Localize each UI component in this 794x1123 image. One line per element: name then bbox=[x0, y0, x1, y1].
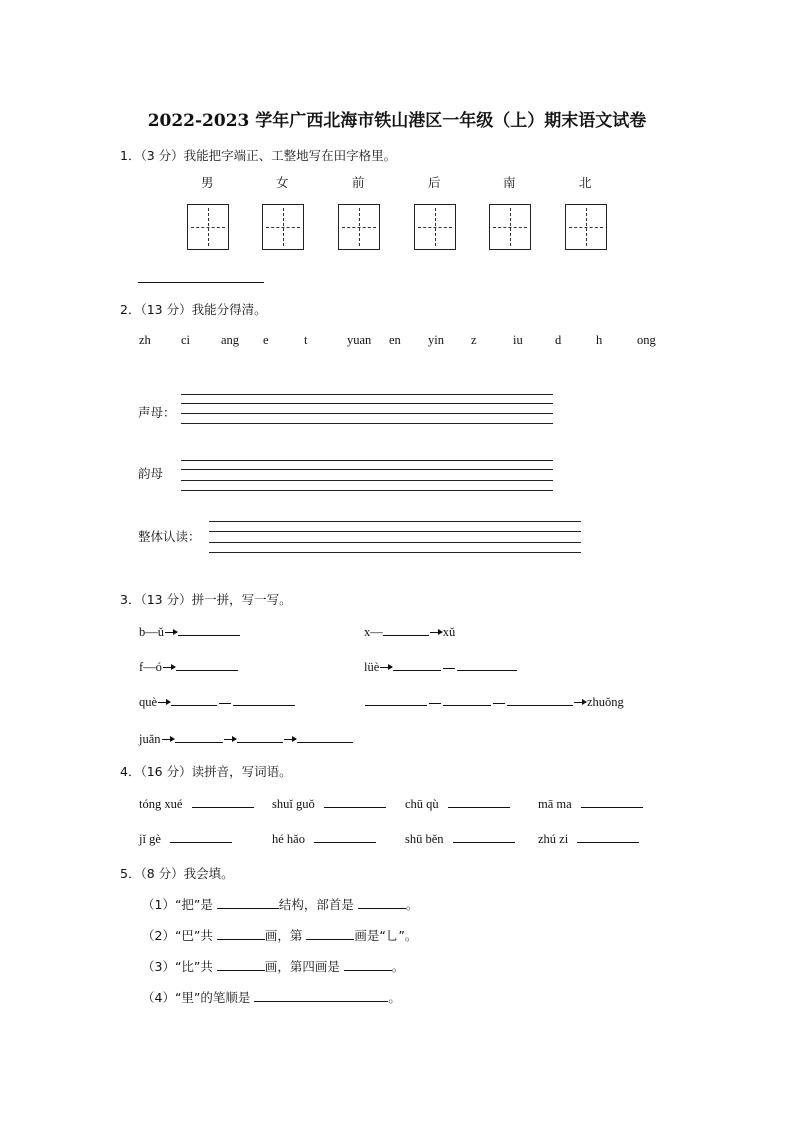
pinyin-text: shuǐ guǒ bbox=[272, 797, 315, 811]
tianzige-box[interactable] bbox=[338, 204, 380, 250]
q4-item bbox=[405, 795, 510, 812]
answer-blank[interactable] bbox=[383, 623, 429, 636]
answer-blank[interactable] bbox=[581, 795, 643, 808]
answer-blank[interactable] bbox=[233, 693, 295, 706]
dash-mark bbox=[443, 668, 455, 669]
q1-char-3: 前 bbox=[352, 175, 365, 190]
q5-line-3 bbox=[142, 957, 404, 975]
answer-blank[interactable] bbox=[306, 927, 354, 940]
q5-text: （4）“里”的笔顺是 bbox=[142, 990, 251, 1005]
pinyin-text: chū qù bbox=[405, 797, 439, 811]
answer-blank[interactable] bbox=[176, 658, 238, 671]
writing-line[interactable] bbox=[181, 460, 553, 461]
pinyin-text: hé hǎo bbox=[272, 832, 305, 846]
dash-mark bbox=[429, 703, 441, 704]
pinyin-item-zhuang bbox=[365, 693, 624, 710]
answer-blank[interactable] bbox=[457, 658, 517, 671]
pinyin-text: què bbox=[139, 695, 158, 709]
syllable: yuan bbox=[347, 333, 372, 347]
syllable: yin bbox=[428, 333, 444, 347]
pinyin-text: tóng xué bbox=[139, 797, 183, 811]
answer-blank[interactable] bbox=[297, 730, 353, 743]
answer-blank[interactable] bbox=[254, 989, 388, 1002]
q4-item bbox=[405, 830, 515, 847]
answer-blank[interactable] bbox=[217, 958, 265, 971]
arrow-icon bbox=[284, 739, 296, 741]
q5-text: （2）“巴”共 bbox=[142, 928, 213, 943]
answer-line[interactable] bbox=[138, 282, 264, 283]
answer-blank[interactable] bbox=[314, 830, 376, 843]
q4-item bbox=[139, 830, 232, 847]
pinyin-text: b—ǔ bbox=[139, 625, 164, 639]
tianzige-box[interactable] bbox=[187, 204, 229, 250]
writing-line[interactable] bbox=[209, 531, 581, 532]
pinyin-text: mā ma bbox=[538, 797, 572, 811]
pinyin-text: f—ó bbox=[139, 660, 162, 674]
writing-line[interactable] bbox=[181, 490, 553, 491]
syllable: ong bbox=[637, 333, 656, 347]
dash-mark bbox=[493, 703, 505, 704]
yunmu-label: 韵母 bbox=[138, 466, 164, 481]
answer-blank[interactable] bbox=[443, 693, 491, 706]
q5-text: 。 bbox=[388, 990, 401, 1005]
q4-item bbox=[538, 795, 643, 812]
syllable: ang bbox=[221, 333, 240, 347]
q4-item bbox=[538, 830, 639, 847]
pinyin-item-juan bbox=[139, 730, 353, 747]
q1-char-2: 女 bbox=[276, 175, 289, 190]
writing-line[interactable] bbox=[209, 542, 581, 543]
arrow-icon bbox=[380, 667, 392, 669]
answer-blank[interactable] bbox=[217, 927, 265, 940]
pinyin-item-que bbox=[139, 693, 295, 710]
q5-text: 画是“乚”。 bbox=[354, 928, 418, 943]
arrow-icon bbox=[574, 702, 586, 704]
answer-blank[interactable] bbox=[448, 795, 510, 808]
pinyin-text: zhuǒng bbox=[587, 695, 624, 709]
answer-blank[interactable] bbox=[365, 693, 427, 706]
q1-char-4: 后 bbox=[428, 175, 441, 190]
pinyin-text: lüè bbox=[364, 660, 380, 674]
q5-text: （1）“把”是 bbox=[142, 897, 213, 912]
answer-blank[interactable] bbox=[577, 830, 639, 843]
pinyin-text: jǐ gè bbox=[139, 832, 161, 846]
q5-text: （3）“比”共 bbox=[142, 959, 213, 974]
syllable: e bbox=[263, 333, 269, 347]
shengmu-label: 声母： bbox=[138, 405, 176, 420]
arrow-icon bbox=[162, 739, 174, 741]
pinyin-text: x— bbox=[364, 625, 383, 639]
q5-text: 结构，部首是 bbox=[278, 897, 354, 912]
syllable: d bbox=[555, 333, 562, 347]
q5-line-1 bbox=[142, 895, 418, 913]
syllable: en bbox=[389, 333, 401, 347]
writing-line[interactable] bbox=[181, 403, 553, 404]
q5-text: 。 bbox=[391, 959, 405, 974]
arrow-icon bbox=[158, 702, 170, 704]
pinyin-text: xǔ bbox=[442, 625, 456, 639]
q5-line-2 bbox=[142, 926, 417, 944]
pinyin-text: shū běn bbox=[405, 832, 444, 846]
tianzige-box[interactable] bbox=[414, 204, 456, 250]
answer-blank[interactable] bbox=[175, 730, 223, 743]
pinyin-item-lue bbox=[364, 658, 517, 675]
q5-text: 画，第 bbox=[264, 928, 303, 943]
answer-blank[interactable] bbox=[393, 658, 441, 671]
q4-item bbox=[272, 795, 386, 812]
answer-blank[interactable] bbox=[358, 896, 406, 909]
answer-blank[interactable] bbox=[237, 730, 283, 743]
syllable: zh bbox=[139, 333, 151, 347]
answer-blank[interactable] bbox=[192, 795, 254, 808]
q1-char-5: 南 bbox=[503, 175, 516, 190]
syllable: h bbox=[596, 333, 603, 347]
zhengti-label: 整体认读： bbox=[138, 529, 201, 544]
q4-item bbox=[272, 830, 376, 847]
arrow-icon bbox=[224, 739, 236, 741]
q5-text: 。 bbox=[405, 897, 419, 912]
tianzige-box[interactable] bbox=[489, 204, 531, 250]
answer-blank[interactable] bbox=[170, 830, 232, 843]
pinyin-text: juǎn bbox=[139, 732, 161, 746]
pinyin-text: zhú zi bbox=[538, 832, 569, 846]
pinyin-item-fo bbox=[139, 658, 238, 675]
writing-line[interactable] bbox=[181, 413, 553, 414]
pinyin-item-bu bbox=[139, 623, 240, 640]
question-2-text: 2．（13 分）我能分得清。 bbox=[120, 302, 267, 317]
writing-line[interactable] bbox=[209, 521, 581, 522]
answer-blank[interactable] bbox=[324, 795, 386, 808]
q1-char-6: 北 bbox=[579, 175, 592, 190]
q4-item bbox=[139, 795, 254, 812]
page-title: 2022-2023 学年广西北海市铁山港区一年级（上）期末语文试卷 bbox=[147, 111, 647, 131]
answer-blank[interactable] bbox=[453, 830, 515, 843]
arrow-icon bbox=[430, 632, 442, 634]
answer-blank[interactable] bbox=[344, 958, 392, 971]
syllable: z bbox=[471, 333, 477, 347]
arrow-icon bbox=[165, 632, 177, 634]
answer-blank[interactable] bbox=[171, 693, 217, 706]
syllable: ci bbox=[181, 333, 191, 347]
syllable: iu bbox=[513, 333, 523, 347]
answer-blank[interactable] bbox=[217, 896, 279, 909]
syllable: t bbox=[304, 333, 308, 347]
writing-line[interactable] bbox=[181, 394, 553, 395]
question-5-text: 5．（8 分）我会填。 bbox=[120, 866, 234, 881]
answer-blank[interactable] bbox=[178, 623, 240, 636]
pinyin-item-xu bbox=[364, 623, 455, 640]
q1-char-1: 男 bbox=[201, 175, 214, 190]
tianzige-box[interactable] bbox=[262, 204, 304, 250]
q5-line-4 bbox=[142, 988, 401, 1006]
question-1-text: 1．（3 分）我能把字端正、工整地写在田字格里。 bbox=[120, 148, 397, 163]
writing-line[interactable] bbox=[181, 469, 553, 470]
dash-mark bbox=[219, 703, 231, 704]
tianzige-box[interactable] bbox=[565, 204, 607, 250]
writing-line[interactable] bbox=[181, 423, 553, 424]
answer-blank[interactable] bbox=[507, 693, 573, 706]
writing-line[interactable] bbox=[209, 552, 581, 553]
arrow-icon bbox=[163, 667, 175, 669]
writing-line[interactable] bbox=[181, 480, 553, 481]
question-4-text: 4．（16 分）读拼音，写词语。 bbox=[120, 764, 292, 779]
question-3-text: 3．（13 分）拼一拼，写一写。 bbox=[120, 592, 292, 607]
q5-text: 画，第四画是 bbox=[264, 959, 340, 974]
